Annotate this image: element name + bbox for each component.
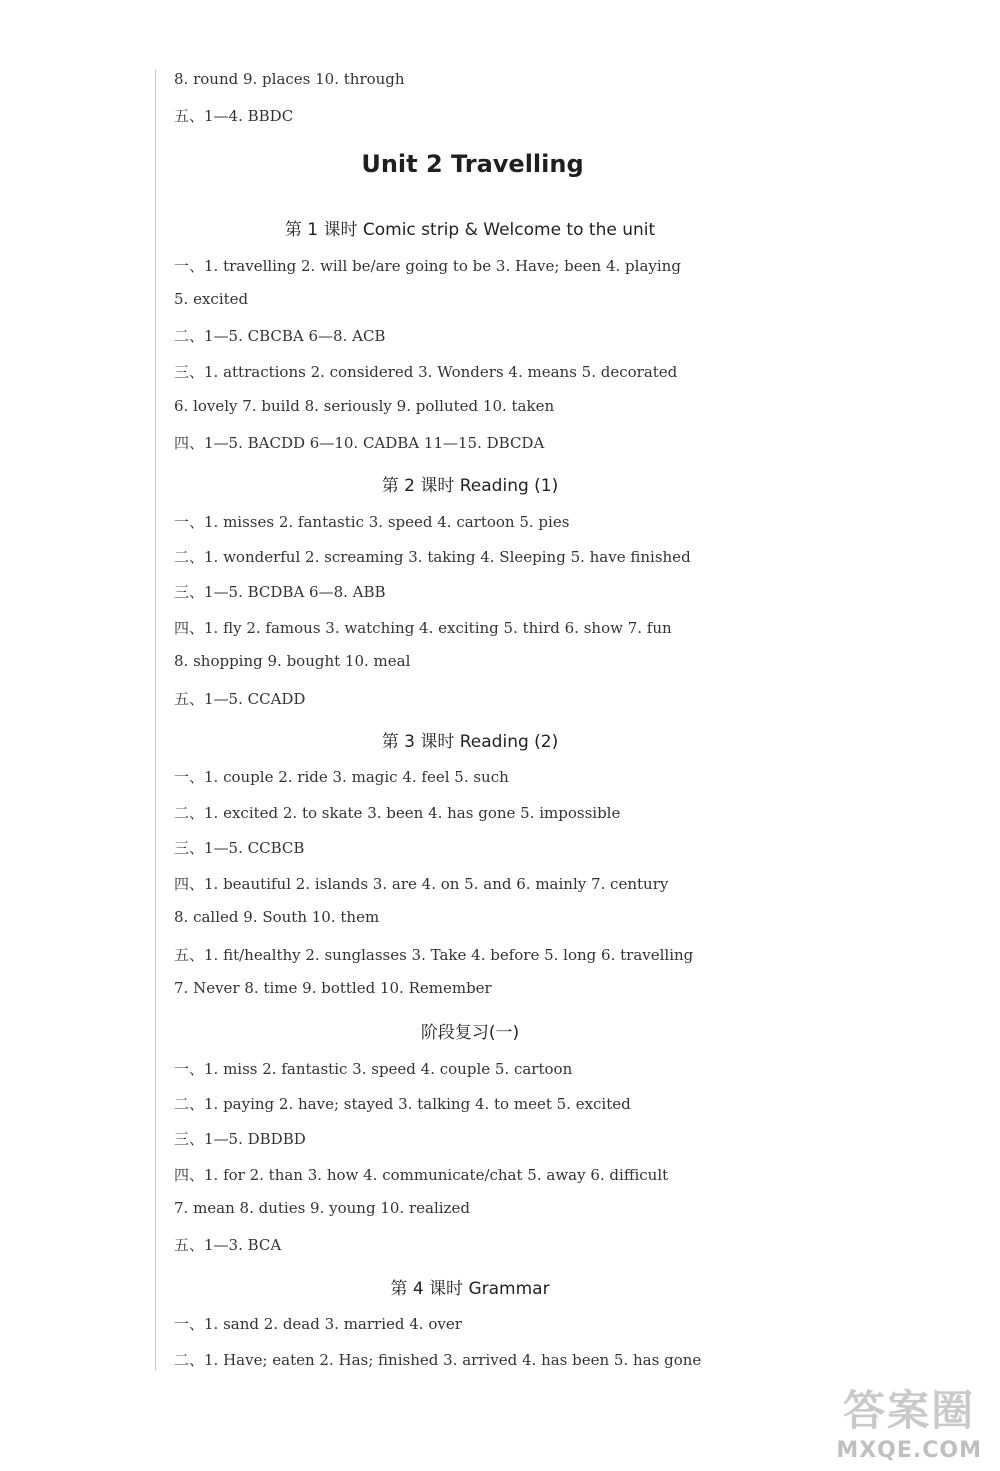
answer-line: 四、1. fly 2. famous 3. watching 4. exciting 5. third 6. show 7. fun <box>174 619 672 637</box>
answer-line: 一、1. travelling 2. will be/are going to be 3. Have; been 4. playing <box>174 257 681 275</box>
watermark-cn: 答案圈 <box>843 1386 976 1435</box>
answer-line: 五、1—5. CCADD <box>174 690 306 708</box>
answer-line: 8. called 9. South 10. them <box>174 908 380 926</box>
answer-line: 一、1. misses 2. fantastic 3. speed 4. cartoon 5. pies <box>174 513 570 531</box>
answer-line: 一、1. miss 2. fantastic 3. speed 4. couple 5. cartoon <box>174 1060 573 1078</box>
answer-line: 7. Never 8. time 9. bottled 10. Remember <box>174 979 492 997</box>
margin-rule <box>155 70 156 1370</box>
answer-line: 四、1—5. BACDD 6—10. CADBA 11—15. DBCDA <box>174 434 545 452</box>
answer-line: 二、1. wonderful 2. screaming 3. taking 4. Sleeping 5. have finished <box>174 548 691 566</box>
answer-line: 二、1. excited 2. to skate 3. been 4. has gone 5. impossible <box>174 804 621 822</box>
section-title: 第 2 课时 Reading (1) <box>381 476 559 496</box>
answer-line: 8. shopping 9. bought 10. meal <box>174 652 411 670</box>
answer-line: 一、1. couple 2. ride 3. magic 4. feel 5. such <box>174 768 509 786</box>
answer-line: 三、1—5. BCDBA 6—8. ABB <box>174 583 386 601</box>
answer-line: 二、1. Have; eaten 2. Has; finished 3. arrived 4. has been 5. has gone <box>174 1351 702 1369</box>
answer-line: 6. lovely 7. build 8. seriously 9. polluted 10. taken <box>174 397 555 415</box>
section-title: 第 1 课时 Comic strip & Welcome to the unit <box>284 220 656 240</box>
answer-line: 四、1. for 2. than 3. how 4. communicate/chat 5. away 6. difficult <box>174 1166 669 1184</box>
answer-line: 三、1. attractions 2. considered 3. Wonders 4. means 5. decorated <box>174 363 678 381</box>
answer-line: 5. excited <box>174 290 249 308</box>
answer-line: 四、1. beautiful 2. islands 3. are 4. on 5. and 6. mainly 7. century <box>174 875 669 893</box>
watermark-en: MXQE.COM <box>836 1438 982 1463</box>
answer-line: 二、1. paying 2. have; stayed 3. talking 4. to meet 5. excited <box>174 1095 631 1113</box>
answer-line: 三、1—5. DBDBD <box>174 1130 306 1148</box>
answer-line: 五、1—3. BCA <box>174 1236 282 1254</box>
answer-line: 五、1—4. BBDC <box>174 107 294 125</box>
section-title: 第 4 课时 Grammar <box>390 1279 550 1299</box>
answer-line: 7. mean 8. duties 9. young 10. realized <box>174 1199 470 1217</box>
answer-line: 8. round 9. places 10. through <box>174 70 405 88</box>
section-title: 第 3 课时 Reading (2) <box>381 732 559 752</box>
site-watermark <box>836 1378 982 1463</box>
section-title: 阶段复习(一) <box>420 1023 520 1043</box>
answer-line: 五、1. fit/healthy 2. sunglasses 3. Take 4. before 5. long 6. travelling <box>174 946 694 964</box>
answer-line: 二、1—5. CBCBA 6—8. ACB <box>174 327 386 345</box>
answer-line: 一、1. sand 2. dead 3. married 4. over <box>174 1315 462 1333</box>
answer-line: 三、1—5. CCBCB <box>174 839 305 857</box>
unit-title: Unit 2 Travelling <box>361 150 584 178</box>
